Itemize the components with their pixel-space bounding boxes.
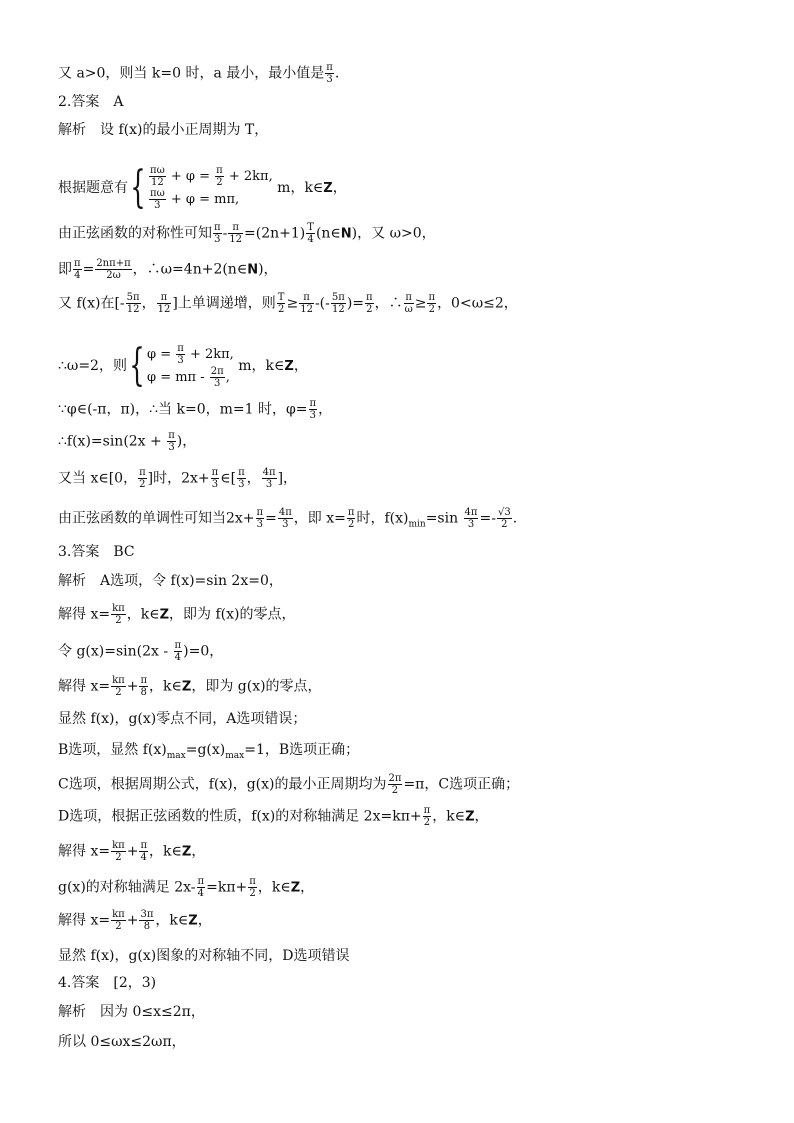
text-line: 又 f(x)在[- $\frac{5\pi}{12}$ ， $\frac{\pi}{12}$ ]上单调递增，则 $\frac{T}{2}$ ≥ $\frac{\pi}{12}$ -(- $\frac{5\pi}{12}$ )= $\frac{\pi}{2}$ ，∴ $\frac{\pi}{\omega}$ ≥ $\frac{\pi}{2}$ ，0<ω≤2，: [58, 292, 518, 315]
text-line: 由正弦函数的单调性可知当2x+ $\frac{\pi}{3}$ = $\frac{4\pi}{3}$ ，即 x= $\frac{\pi}{2}$ 时，$f(x)_{min}=\sin$ $\frac{4\pi}{3}$ =- $\frac{√3}{2}$ .: [58, 507, 518, 530]
text-line: 显然 f(x)，g(x)零点不同，A选项错误；: [58, 711, 307, 727]
text-line: 解得 x= $\frac{k\pi}{2}$ ，k∈Z，即为 f(x)的零点，: [58, 603, 296, 626]
text-line: 解析 设 f(x)的最小正周期为 T，: [58, 122, 269, 138]
text-line: 解析 因为 0≤x≤2π，: [58, 1004, 205, 1020]
text-line: 又 a>0，则当 k=0 时，a 最小，最小值是 $\frac{\pi}{3}$ .: [58, 62, 340, 85]
text-line: 令 g(x)=sin(2x - $\frac{\pi}{4}$ )=0，: [58, 640, 224, 663]
text-line: 解得 x= $\frac{k\pi}{2}$ + $\frac{\pi}{4}$ ，k∈Z，: [58, 840, 206, 863]
text-line: C选项，根据周期公式，f(x)，g(x)的最小正周期均为 $\frac{2\pi}{2}$ =π，C选项正确；: [58, 773, 520, 796]
text-line: 所以 0≤ωx≤2ωπ，: [58, 1034, 186, 1050]
text-line: g(x)的对称轴满足 2x- $\frac{\pi}{4}$ =kπ+ $\frac{\pi}{2}$ ，k∈Z，: [58, 876, 315, 899]
text-line: 解析 A选项，令 f(x)=sin 2x=0，: [58, 573, 283, 589]
text-line: ∴f(x)=sin(2x + $\frac{\pi}{3}$ )，: [58, 430, 197, 453]
text-line: 3.答案 BC: [58, 544, 135, 560]
text-line: B选项，显然 $f(x)_{max}=g(x)_{max}=1$，B选项正确；: [58, 742, 360, 761]
text-line: 由正弦函数的对称性可知 $\frac{\pi}{3}$ - $\frac{\pi}{12}$ =(2n+1) $\frac{T}{4}$ (n∈N)，又 ω>0，: [58, 222, 436, 245]
text-line: 4.答案 [2，3): [58, 975, 157, 991]
text-line: 根据题意有{ $\frac{\pi\omega}{12}$ + φ = $\frac{\pi}{2}$ + 2kπ, $\frac{\pi\omega}{3}$ + φ = mπ, m，k∈Z，: [58, 162, 347, 213]
text-line: 显然 f(x)，g(x)图象的对称轴不同，D选项错误: [58, 948, 350, 964]
text-line: ∴ω=2，则{ φ = $\frac{\pi}{3}$ + 2kπ, φ = mπ - $\frac{2\pi}{3}$ , m，k∈Z，: [58, 340, 308, 391]
text-line: 解得 x= $\frac{k\pi}{2}$ + $\frac{3\pi}{8}$ ，k∈Z，: [58, 909, 212, 932]
text-line: D选项，根据正弦函数的性质，f(x)的对称轴满足 2x=kπ+ $\frac{\pi}{2}$ ，k∈Z，: [58, 805, 489, 828]
text-line: 又当 x∈[0， $\frac{\pi}{2}$ ]时，2x+ $\frac{\pi}{3}$ ∈[ $\frac{\pi}{3}$ ， $\frac{4\pi}{3}$ ]，: [58, 467, 298, 490]
text-line: 解得 x= $\frac{k\pi}{2}$ + $\frac{\pi}{8}$ ，k∈Z，即为 g(x)的零点，: [58, 675, 322, 698]
text-line: 2.答案 A: [58, 94, 124, 110]
text-line: ∵φ∈(-π，π)，∴当 k=0，m=1 时，φ= $\frac{\pi}{3}$ ，: [58, 398, 333, 421]
text-line: 即 $\frac{\pi}{4}$ = $\frac{2n\pi+\pi}{2\omega}$ ，∴ω=4n+2(n∈N)，: [58, 258, 278, 281]
